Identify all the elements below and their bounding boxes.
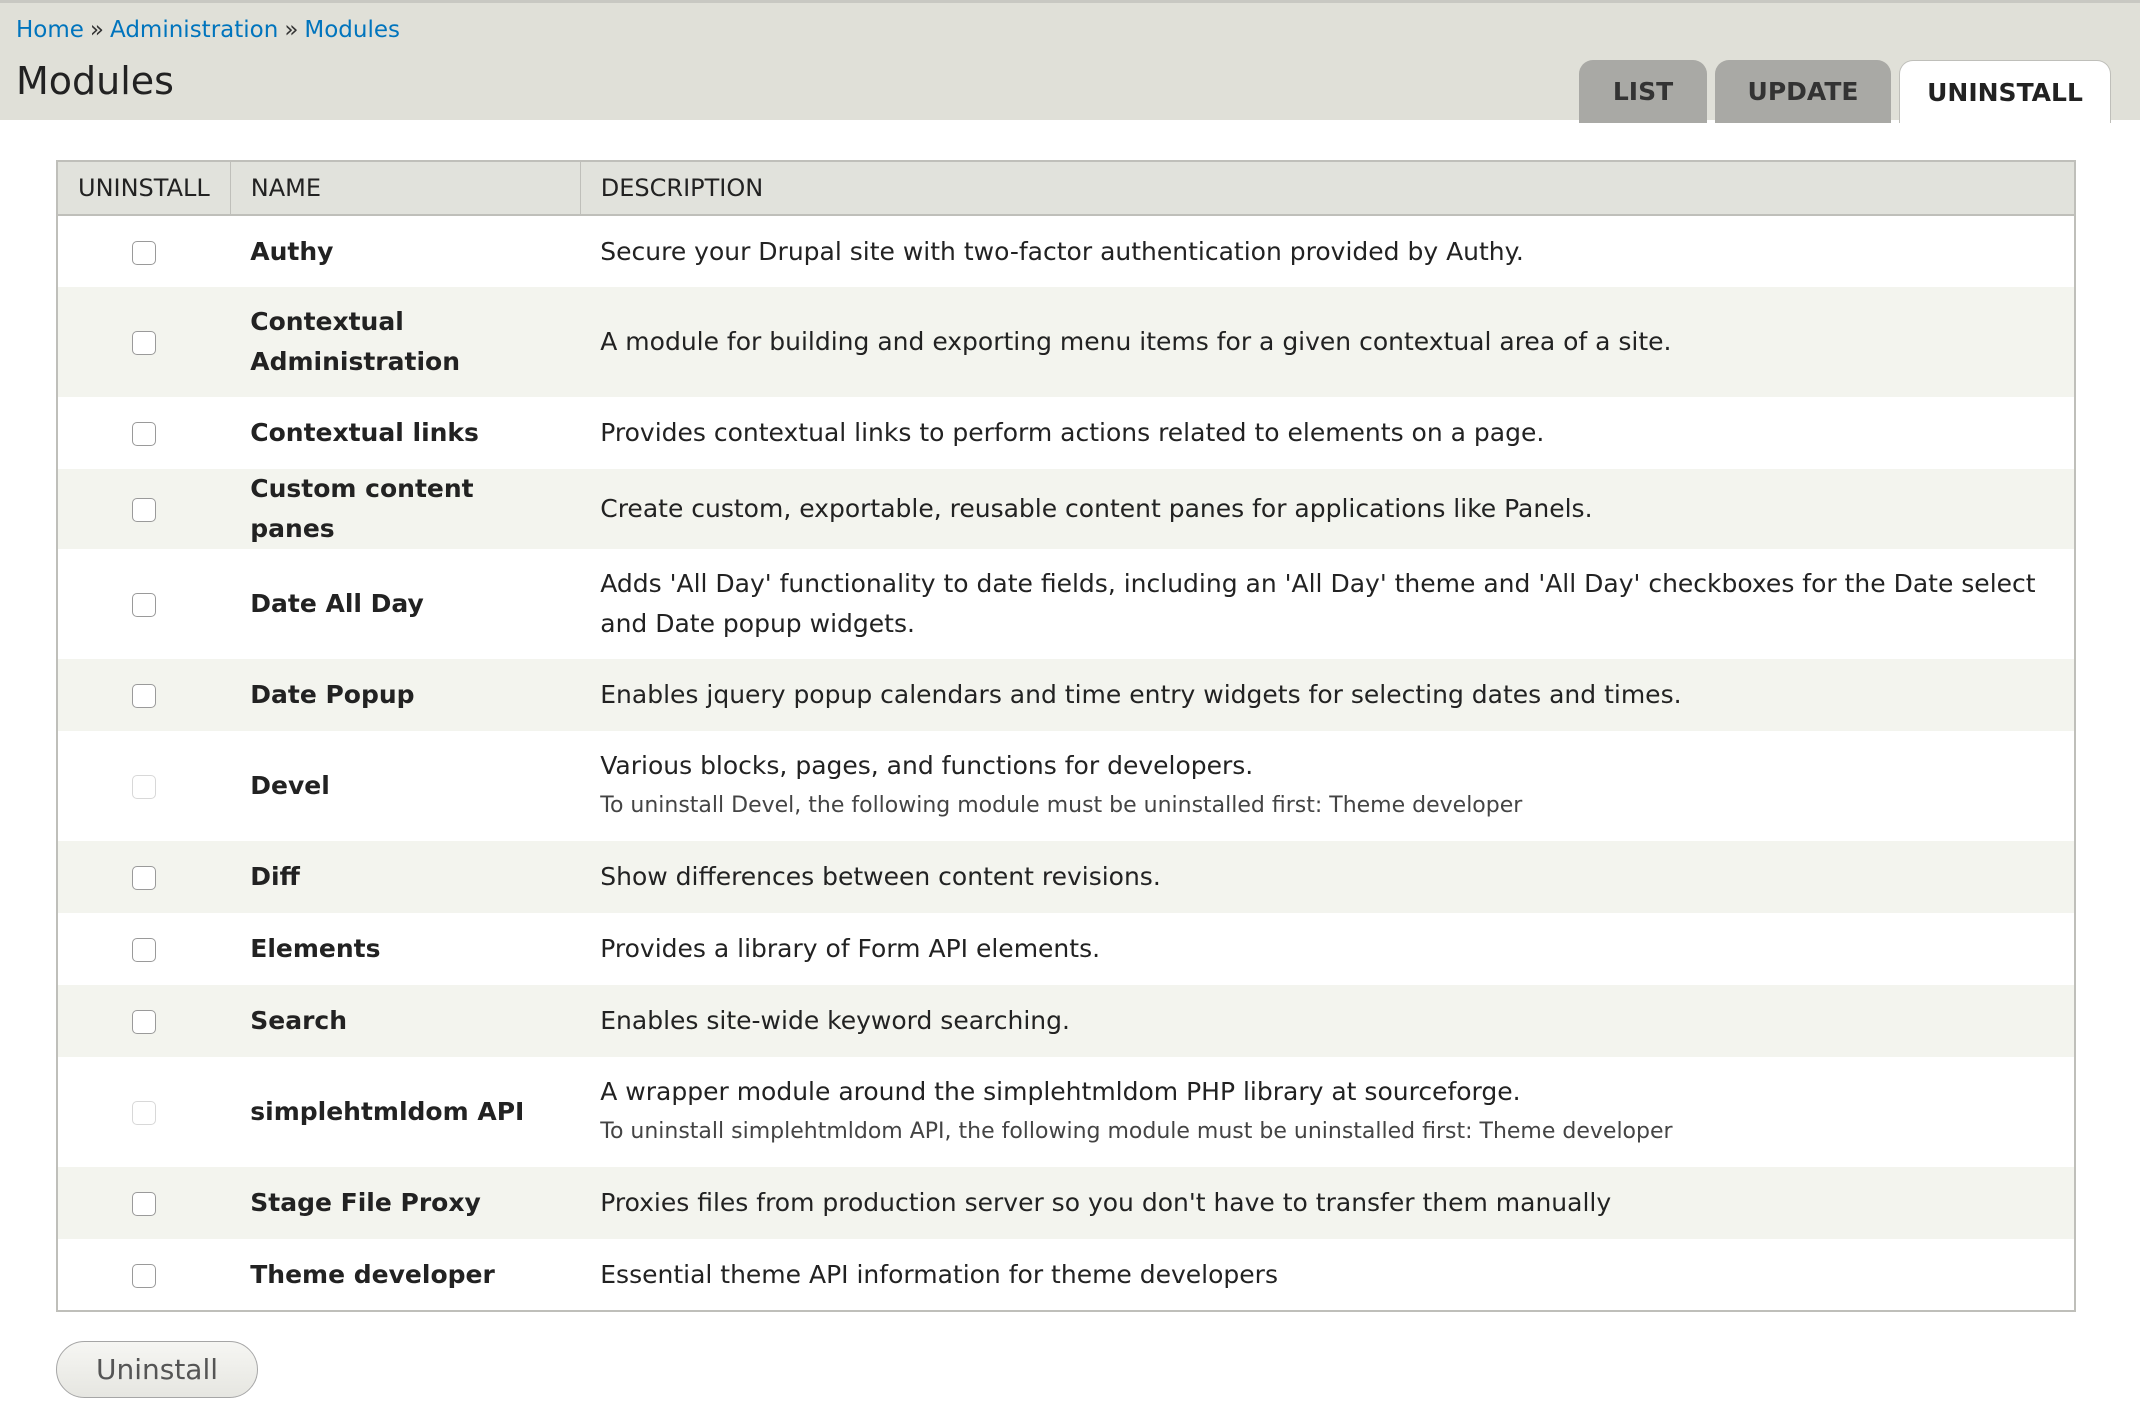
module-dependency-note: To uninstall simplehtmldom API, the following module must be uninstalled first: Theme developer <box>600 1119 1673 1144</box>
table-row <box>57 1167 2075 1239</box>
module-name: Authy <box>230 215 580 287</box>
uninstall-checkbox[interactable] <box>132 1010 156 1034</box>
module-description-cell <box>580 469 2075 549</box>
module-description-cell <box>580 1057 2075 1167</box>
table-row <box>57 1057 2075 1167</box>
module-description: Various blocks, pages, and functions for developers. <box>600 751 1254 780</box>
breadcrumb-separator: » <box>89 17 104 43</box>
uninstall-cell <box>57 397 230 469</box>
module-description: Provides contextual links to perform actions related to elements on a page. <box>600 418 1545 447</box>
module-description-cell <box>580 287 2075 397</box>
table-row <box>57 215 2075 287</box>
uninstall-checkbox[interactable] <box>132 938 156 962</box>
table-row <box>57 841 2075 913</box>
module-description-cell <box>580 215 2075 287</box>
table-row <box>57 397 2075 469</box>
module-name: Date All Day <box>230 549 580 659</box>
uninstall-cell <box>57 1239 230 1311</box>
module-description-cell <box>580 397 2075 469</box>
breadcrumb-administration-link[interactable]: Administration <box>110 17 279 43</box>
breadcrumb-separator: » <box>284 17 299 43</box>
table-row <box>57 469 2075 549</box>
uninstall-cell <box>57 287 230 397</box>
tab-list[interactable]: LIST <box>1579 60 1707 123</box>
module-name: Custom content panes <box>230 469 580 549</box>
module-name: Date Popup <box>230 659 580 731</box>
module-description-cell <box>580 913 2075 985</box>
module-description-cell <box>580 659 2075 731</box>
module-description: Enables site-wide keyword searching. <box>600 1006 1070 1035</box>
module-name: Stage File Proxy <box>230 1167 580 1239</box>
uninstall-cell <box>57 731 230 841</box>
column-header-description: DESCRIPTION <box>580 161 2075 215</box>
uninstall-checkbox[interactable] <box>132 331 156 355</box>
breadcrumb-modules-link[interactable]: Modules <box>304 17 401 43</box>
uninstall-checkbox[interactable] <box>132 684 156 708</box>
uninstall-cell <box>57 215 230 287</box>
module-description: A wrapper module around the simplehtmldom PHP library at sourceforge. <box>600 1077 1521 1106</box>
uninstall-cell <box>57 985 230 1057</box>
module-description-cell <box>580 985 2075 1057</box>
module-description: Create custom, exportable, reusable content panes for applications like Panels. <box>600 494 1593 523</box>
table-header-row <box>57 161 2075 215</box>
uninstall-checkbox[interactable] <box>132 593 156 617</box>
module-name: Theme developer <box>230 1239 580 1311</box>
table-row <box>57 985 2075 1057</box>
module-description: Essential theme API information for theme developers <box>600 1259 1278 1289</box>
module-description: Secure your Drupal site with two-factor authentication provided by Authy. <box>600 236 1524 266</box>
table-row <box>57 659 2075 731</box>
table-row <box>57 731 2075 841</box>
module-description: A module for building and exporting menu items for a given contextual area of a site. <box>600 327 1672 356</box>
table-row <box>57 913 2075 985</box>
module-name: simplehtmldom API <box>230 1057 580 1167</box>
modules-table <box>56 160 2076 1312</box>
uninstall-cell <box>57 1057 230 1167</box>
uninstall-checkbox <box>132 1101 156 1125</box>
uninstall-checkbox[interactable] <box>132 1192 156 1216</box>
uninstall-button[interactable]: Uninstall <box>56 1341 258 1398</box>
module-dependency-note: To uninstall Devel, the following module must be uninstalled first: Theme developer <box>600 793 1523 818</box>
uninstall-checkbox[interactable] <box>132 422 156 446</box>
page-title: Modules <box>16 59 174 103</box>
uninstall-checkbox[interactable] <box>132 1264 156 1288</box>
table-row <box>57 549 2075 659</box>
column-header-uninstall: UNINSTALL <box>57 161 230 215</box>
page-header <box>0 0 2140 120</box>
uninstall-cell <box>57 659 230 731</box>
uninstall-cell <box>57 913 230 985</box>
uninstall-checkbox[interactable] <box>132 241 156 265</box>
table-row <box>57 287 2075 397</box>
module-description: Enables jquery popup calendars and time entry widgets for selecting dates and times. <box>600 680 1682 709</box>
uninstall-cell <box>57 549 230 659</box>
column-header-name: NAME <box>230 161 580 215</box>
breadcrumb <box>16 17 400 43</box>
module-description-cell <box>580 841 2075 913</box>
module-description: Proxies files from production server so you don't have to transfer them manually <box>600 1188 1612 1217</box>
module-name: Diff <box>230 841 580 913</box>
uninstall-cell <box>57 469 230 549</box>
module-description-cell <box>580 549 2075 659</box>
tab-update[interactable]: UPDATE <box>1715 60 1891 123</box>
uninstall-checkbox[interactable] <box>132 866 156 890</box>
module-description-cell <box>580 1167 2075 1239</box>
module-description-cell <box>580 731 2075 841</box>
module-name: Contextual Administration <box>230 287 580 397</box>
module-name: Devel <box>230 731 580 841</box>
table-body <box>57 215 2075 1311</box>
module-description: Provides a library of Form API elements. <box>600 934 1101 963</box>
tabs <box>1579 60 2111 123</box>
module-description-cell <box>580 1239 2075 1311</box>
module-name: Search <box>230 985 580 1057</box>
uninstall-checkbox <box>132 775 156 799</box>
uninstall-checkbox[interactable] <box>132 498 156 522</box>
module-description: Show differences between content revisions. <box>600 862 1161 891</box>
module-name: Elements <box>230 913 580 985</box>
uninstall-cell <box>57 1167 230 1239</box>
module-description: Adds 'All Day' functionality to date fields, including an 'All Day' theme and 'All Day' checkboxes for the Date select and Date popup widgets. <box>600 569 2036 638</box>
module-name: Contextual links <box>230 397 580 469</box>
breadcrumb-home-link[interactable]: Home <box>16 17 84 43</box>
uninstall-cell <box>57 841 230 913</box>
table-row <box>57 1239 2075 1311</box>
tab-uninstall[interactable]: UNINSTALL <box>1899 60 2111 123</box>
